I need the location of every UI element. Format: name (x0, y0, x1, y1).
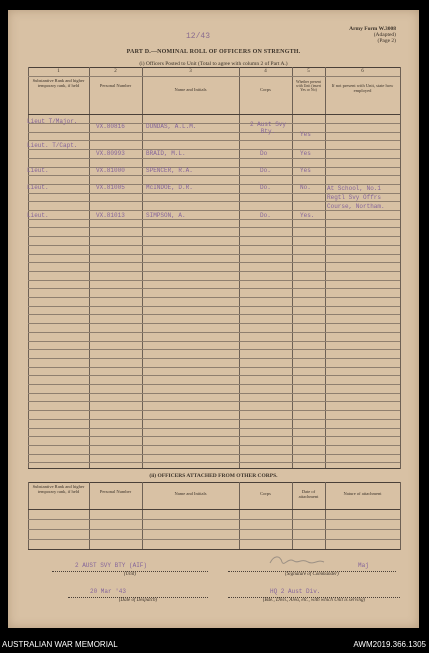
cell-name: DUNDAS, A.L.M. (146, 123, 197, 130)
ruled-line (28, 445, 400, 446)
cell-present: Yes (300, 131, 311, 138)
attach-header-rank: Substantive Rank and higher temporary rank, if held (32, 484, 85, 494)
cell-number: VX.81000 (96, 167, 125, 174)
cell-number: VX.80993 (96, 150, 125, 157)
cell-number: VX.80816 (96, 123, 125, 130)
ruled-line (28, 132, 400, 133)
ruled-line (28, 349, 400, 350)
col-number-6: 6 (361, 69, 364, 74)
ruled-line (28, 428, 400, 429)
archive-footer (0, 638, 429, 653)
cell-rank: Lieut. (27, 212, 49, 219)
ruled-line (28, 384, 400, 385)
ruled-line (28, 314, 400, 315)
ruled-line (28, 219, 400, 220)
commander-rank-value: Maj (358, 562, 369, 569)
hq-label: (Bde., Divn., Area, etc., with which Unit is serving) (262, 598, 366, 603)
section-one-title: (i) Officers Posted to Unit (Total to agree with column 2 of Part A.) (139, 61, 288, 67)
ruled-line (28, 236, 400, 237)
cell-present: No. (300, 184, 311, 191)
ruled-line (28, 436, 400, 437)
col-number-3: 3 (189, 69, 192, 74)
ruled-line (28, 227, 400, 228)
despatch-date-value: 20 Mar '43 (90, 588, 127, 595)
ruled-line (28, 332, 400, 333)
ruled-line (28, 358, 400, 359)
hq-value: HQ 2 Aust Div. (270, 588, 321, 595)
header-corps: Corps (260, 87, 271, 92)
cell-name: McINDOE, D.R. (146, 184, 193, 191)
ruled-line (28, 410, 400, 411)
cell-present: Yes (300, 167, 311, 174)
ruled-line (28, 175, 400, 176)
header-name: Name and Initials (174, 87, 207, 92)
cell-present: Yes (300, 150, 311, 157)
cell-corps: Do. (260, 184, 271, 191)
cell-rank: Lieut. (27, 184, 49, 191)
cell-name: SPENCER, R.A. (146, 167, 193, 174)
army-form-adapted: (Adapted) (373, 31, 396, 38)
section-two-title: (ii) OFFICERS ATTACHED FROM OTHER CORPS. (149, 473, 278, 479)
header-rank: Substantive Rank and higher temporary rank, if held (32, 78, 85, 88)
ruled-line (28, 140, 400, 141)
despatch-date-label: (Date of Despatch) (118, 598, 158, 603)
cell-rank: Lieut. T/Capt. (27, 142, 78, 149)
cell-corps: Do. (260, 167, 271, 174)
ruled-line (28, 306, 400, 307)
cell-number: VX.81013 (96, 212, 125, 219)
unit-value: 2 AUST SVY BTY (AIF) (75, 562, 148, 569)
army-form-page: (Page 2) (377, 37, 396, 44)
cell-employed: At School, No.1 Regtl Svy Offrs Course, Northam. (327, 185, 385, 210)
ruled-line (28, 254, 400, 255)
ruled-line (28, 462, 400, 463)
ruled-line (28, 297, 400, 298)
unit-label: (Unit) (123, 572, 137, 577)
ruled-line (28, 367, 400, 368)
header-present: Whether present with Unit (insert Yes or No) (295, 80, 322, 92)
part-title: PART D.—NOMINAL ROLL OF OFFICERS ON STRENGTH. (126, 49, 301, 55)
ruled-line (28, 401, 400, 402)
ruled-line (28, 288, 400, 289)
ruled-line (28, 419, 400, 420)
header-employed: If not present with Unit, state how employed (331, 83, 394, 93)
officers-table (28, 67, 400, 469)
army-form-number: Army Form W.3008 (349, 26, 396, 32)
header-personal-number: Personal Number (99, 83, 132, 88)
col-number-5: 5 (307, 69, 310, 74)
ruled-line (28, 167, 400, 168)
attach-header-corps: Corps (260, 491, 271, 496)
form-page (8, 10, 419, 628)
cell-number: VX.81005 (96, 184, 125, 191)
cell-name: BRAID, M.L. (146, 150, 186, 157)
ruled-line (28, 375, 400, 376)
cell-name: SIMPSON, A. (146, 212, 186, 219)
cell-corps: Do. (260, 212, 271, 219)
footer-accession: AWM2019.366.1305 (353, 640, 426, 649)
cell-rank: Lieut T/Major. (27, 118, 78, 125)
army-form-label (349, 27, 396, 44)
ruled-line (28, 280, 400, 281)
col-number-1: 1 (57, 69, 60, 74)
ruled-line (28, 341, 400, 342)
ruled-line (28, 454, 400, 455)
ruled-line (28, 323, 400, 324)
cell-rank: Lieut. (27, 167, 49, 174)
col-number-4: 4 (264, 69, 267, 74)
ruled-line (28, 262, 400, 263)
attach-header-number: Personal Number (99, 489, 132, 494)
commander-label: (Signature of Commander) (285, 572, 339, 577)
ruled-line (28, 158, 400, 159)
attach-header-nature: Nature of attachment (343, 491, 382, 496)
signature-block (8, 558, 419, 618)
footer-institution: AUSTRALIAN WAR MEMORIAL (2, 640, 118, 649)
attach-header-date: Date of attachment (298, 489, 319, 499)
attach-header-name: Name and Initials (174, 491, 207, 496)
cell-corps: Do (260, 150, 268, 157)
ruled-line (28, 245, 400, 246)
attached-officers-table (28, 482, 400, 550)
form-number: 12/43 (186, 32, 211, 41)
ruled-line (28, 271, 400, 272)
cell-corps: 2 Aust Svy Bty. (249, 121, 286, 135)
col-number-2: 2 (114, 69, 117, 74)
cell-present: Yes. (300, 212, 315, 219)
ruled-line (28, 393, 400, 394)
